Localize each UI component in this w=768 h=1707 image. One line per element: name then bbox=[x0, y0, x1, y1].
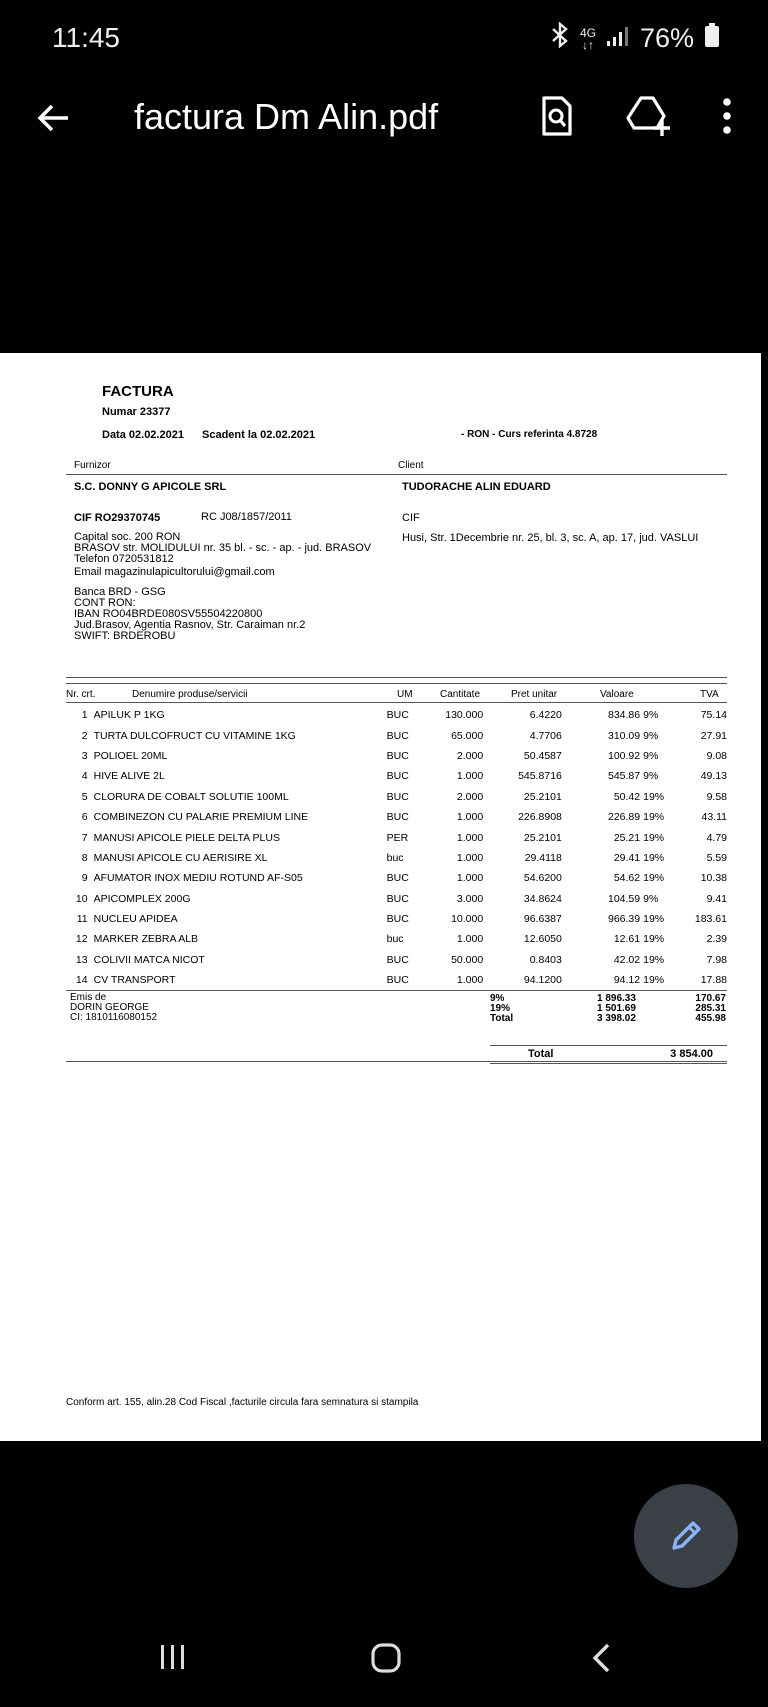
summary-value: 1 501.69 bbox=[597, 1003, 636, 1014]
cell-den: NUCLEU APIDEA bbox=[93, 913, 178, 926]
cell-den: POLIOEL 20ML bbox=[93, 749, 168, 762]
bank-iban: IBAN RO04BRDE080SV55504220800 bbox=[74, 608, 263, 620]
cell-tva: 7.98 bbox=[706, 953, 727, 966]
cell-cant: 1.000 bbox=[456, 770, 484, 783]
cell-cota: 9% bbox=[643, 770, 659, 783]
cell-um: PER bbox=[386, 831, 409, 844]
invoice-date: Data 02.02.2021 bbox=[102, 429, 184, 441]
cell-nr: 8 bbox=[81, 851, 88, 864]
back-nav-icon[interactable] bbox=[590, 1642, 614, 1679]
cell-val: 104.59 bbox=[607, 892, 641, 905]
cell-tva: 5.59 bbox=[706, 851, 727, 864]
issued-by-label: Emis de bbox=[70, 992, 107, 1003]
cell-cant: 130.000 bbox=[445, 709, 484, 722]
table-row bbox=[66, 950, 727, 970]
cell-val: 100.92 bbox=[607, 749, 641, 762]
supplier-address: BRASOV str. MOLIDULUI nr. 35 bl. - sc. - ap. - jud. BRASOV bbox=[74, 542, 372, 554]
invoice-number: Numar 23377 bbox=[102, 406, 171, 418]
table-row bbox=[66, 929, 727, 949]
cell-pret: 94.1200 bbox=[523, 974, 562, 987]
table-row bbox=[66, 725, 727, 745]
cell-um: BUC bbox=[386, 749, 409, 762]
due-date: Scadent la 02.02.2021 bbox=[202, 429, 316, 441]
cell-cota: 19% bbox=[643, 811, 665, 824]
table-row bbox=[66, 787, 727, 807]
cell-nr: 12 bbox=[75, 933, 88, 946]
supplier-name: S.C. DONNY G APICOLE SRL bbox=[74, 481, 227, 493]
cell-den: COMBINEZON CU PALARIE PREMIUM LINE bbox=[93, 811, 309, 824]
cell-val: 226.89 bbox=[607, 811, 641, 824]
divider bbox=[66, 702, 727, 703]
cell-um: BUC bbox=[386, 729, 409, 742]
cell-cant: 1.000 bbox=[456, 974, 484, 987]
col-header-nr: Nr. crt. bbox=[66, 689, 96, 700]
bluetooth-icon bbox=[550, 22, 570, 55]
cell-pret: 545.8716 bbox=[518, 770, 562, 783]
cell-pret: 25.2101 bbox=[523, 790, 562, 803]
cell-cota: 19% bbox=[643, 953, 665, 966]
cell-nr: 2 bbox=[81, 729, 88, 742]
cell-cant: 65.000 bbox=[451, 729, 484, 742]
cell-um: BUC bbox=[386, 770, 409, 783]
issuer-id: CI: 1810116080152 bbox=[70, 1012, 158, 1023]
cell-val: 29.41 bbox=[613, 851, 641, 864]
divider bbox=[66, 1061, 727, 1062]
cell-cota: 9% bbox=[643, 709, 659, 722]
table-row bbox=[66, 705, 727, 725]
cell-den: MARKER ZEBRA ALB bbox=[93, 933, 199, 946]
signal-icon bbox=[606, 23, 630, 54]
divider bbox=[490, 1063, 727, 1064]
cell-den: MANUSI APICOLE PIELE DELTA PLUS bbox=[93, 831, 280, 844]
bank-details bbox=[74, 587, 305, 642]
summary-label: Total bbox=[490, 1013, 514, 1024]
battery-percent: 76% bbox=[639, 23, 694, 53]
issuer-block bbox=[70, 993, 157, 1023]
cell-nr: 3 bbox=[81, 749, 88, 762]
cell-cant: 1.000 bbox=[456, 851, 484, 864]
home-icon[interactable] bbox=[370, 1642, 402, 1679]
cell-um: BUC bbox=[386, 892, 409, 905]
cell-cota: 19% bbox=[643, 831, 665, 844]
pdf-page bbox=[0, 353, 761, 1441]
bank-branch: Jud.Brasov, Agentia Rasnov, Str. Caraiman nr.2 bbox=[74, 619, 306, 631]
cell-um: BUC bbox=[386, 953, 409, 966]
summary-tva-value: 285.31 bbox=[695, 1003, 726, 1014]
col-header-pret: Pret unitar bbox=[511, 689, 558, 700]
cell-tva: 10.38 bbox=[700, 872, 727, 885]
network-type: 4G ↓↑ bbox=[579, 25, 596, 52]
cell-um: buc bbox=[386, 851, 404, 864]
recent-apps-icon[interactable] bbox=[158, 1642, 188, 1677]
cell-pret: 29.4118 bbox=[524, 851, 562, 864]
col-header-valoare: Valoare bbox=[600, 689, 634, 700]
issuer-name: DORIN GEORGE bbox=[70, 1002, 149, 1013]
document-title: factura Dm Alin.pdf bbox=[134, 96, 439, 137]
client-cif: CIF bbox=[402, 512, 420, 524]
cell-cota: 19% bbox=[643, 913, 665, 926]
summary-labels bbox=[490, 994, 513, 1024]
legal-footer: Conform art. 155, alin.28 Cod Fiscal ,facturile circula fara semnatura si stampila bbox=[66, 1397, 419, 1408]
cell-tva: 4.79 bbox=[706, 831, 727, 844]
client-label: Client bbox=[398, 460, 424, 471]
cell-nr: 13 bbox=[75, 953, 88, 966]
cell-pret: 226.8908 bbox=[518, 811, 562, 824]
cell-den: CV TRANSPORT bbox=[93, 974, 176, 987]
cell-um: BUC bbox=[386, 790, 409, 803]
cell-den: COLIVII MATCA NICOT bbox=[93, 953, 205, 966]
cell-um: BUC bbox=[386, 872, 409, 885]
divider bbox=[66, 683, 727, 684]
cell-tva: 9.41 bbox=[706, 892, 727, 905]
cell-nr: 11 bbox=[76, 913, 88, 926]
table-row bbox=[66, 909, 727, 929]
col-header-tva: TVA bbox=[700, 689, 719, 700]
summary-value: 3 398.02 bbox=[597, 1013, 636, 1024]
battery-icon bbox=[704, 22, 720, 55]
summary-tva-value: 170.67 bbox=[695, 993, 726, 1004]
cell-den: CLORURA DE COBALT SOLUTIE 100ML bbox=[93, 790, 289, 803]
table-row bbox=[66, 827, 727, 847]
more-options-icon[interactable] bbox=[718, 94, 736, 143]
bank-name: Banca BRD - GSG bbox=[74, 586, 166, 598]
cell-val: 310.09 bbox=[607, 729, 641, 742]
cell-pret: 34.8624 bbox=[523, 892, 562, 905]
bank-account: CONT RON: bbox=[74, 597, 136, 609]
supplier-label: Furnizor bbox=[74, 460, 111, 471]
cell-cant: 3.000 bbox=[456, 892, 484, 905]
cell-cant: 1.000 bbox=[456, 831, 484, 844]
col-header-cantitate: Cantitate bbox=[440, 689, 481, 700]
cell-um: BUC bbox=[386, 974, 409, 987]
cell-den: APICOMPLEX 200G bbox=[93, 892, 191, 905]
grand-total-label: Total bbox=[528, 1048, 554, 1060]
cell-val: 834.86 bbox=[607, 709, 641, 722]
cell-tva: 49.13 bbox=[700, 770, 727, 783]
bank-swift: SWIFT: BRDEROBU bbox=[74, 630, 176, 642]
add-to-drive-icon[interactable] bbox=[626, 94, 672, 143]
cell-tva: 183.61 bbox=[694, 913, 727, 926]
cell-den: HIVE ALIVE 2L bbox=[93, 770, 165, 783]
summary-tva bbox=[695, 994, 726, 1024]
invoice-title: FACTURA bbox=[102, 383, 174, 400]
table-row bbox=[66, 766, 727, 786]
cell-cota: 19% bbox=[643, 933, 665, 946]
cell-val: 545.87 bbox=[607, 770, 641, 783]
cell-val: 12.61 bbox=[613, 933, 641, 946]
edit-button[interactable] bbox=[634, 1484, 738, 1588]
cell-cant: 2.000 bbox=[456, 749, 484, 762]
cell-tva: 75.14 bbox=[700, 709, 727, 722]
cell-cant: 2.000 bbox=[456, 790, 484, 803]
cell-cant: 1.000 bbox=[456, 872, 484, 885]
cell-cota: 19% bbox=[643, 790, 665, 803]
cell-nr: 14 bbox=[75, 974, 88, 987]
divider bbox=[66, 990, 727, 991]
cell-pret: 4.7706 bbox=[529, 729, 562, 742]
cell-cant: 1.000 bbox=[456, 933, 484, 946]
exchange-rate: - RON - Curs referinta 4.8728 bbox=[461, 429, 598, 440]
summary-label: 19% bbox=[490, 1003, 511, 1014]
status-bar bbox=[0, 0, 768, 80]
divider bbox=[490, 1045, 727, 1046]
status-icons bbox=[550, 22, 720, 55]
col-header-denumire: Denumire produse/servicii bbox=[132, 689, 248, 700]
cell-cota: 9% bbox=[643, 892, 659, 905]
cell-cant: 1.000 bbox=[456, 811, 484, 824]
cell-tva: 17.88 bbox=[700, 974, 727, 987]
cell-nr: 5 bbox=[81, 790, 88, 803]
cell-tva: 2.39 bbox=[706, 933, 727, 946]
client-address: Husi, Str. 1Decembrie nr. 25, bl. 3, sc. A, ap. 17, jud. VASLUI bbox=[402, 532, 699, 544]
cell-den: TURTA DULCOFRUCT CU VITAMINE 1KG bbox=[93, 729, 296, 742]
cell-um: buc bbox=[386, 933, 404, 946]
divider bbox=[66, 474, 727, 475]
supplier-cif: CIF RO29370745 bbox=[74, 512, 161, 524]
app-bar bbox=[0, 84, 768, 154]
cell-pret: 96.6387 bbox=[523, 913, 562, 926]
cell-tva: 9.08 bbox=[706, 749, 727, 762]
supplier-email: Email magazinulapicultorului@gmail.com bbox=[74, 566, 275, 578]
supplier-phone: Telefon 0720531812 bbox=[74, 553, 174, 565]
cell-val: 94.12 bbox=[613, 974, 641, 987]
cell-um: BUC bbox=[386, 709, 409, 722]
table-row bbox=[66, 868, 727, 888]
cell-den: AFUMATOR INOX MEDIU ROTUND AF-S05 bbox=[93, 872, 303, 885]
system-nav-bar bbox=[0, 1630, 768, 1700]
cell-cota: 9% bbox=[643, 749, 659, 762]
cell-um: BUC bbox=[386, 811, 409, 824]
cell-nr: 6 bbox=[81, 811, 88, 824]
back-arrow-icon[interactable] bbox=[34, 98, 74, 143]
supplier-capital: Capital soc. 200 RON bbox=[74, 531, 181, 543]
cell-tva: 9.58 bbox=[706, 790, 727, 803]
cell-tva: 27.91 bbox=[700, 729, 727, 742]
search-document-icon[interactable] bbox=[540, 94, 574, 143]
cell-um: BUC bbox=[386, 913, 409, 926]
items-table bbox=[66, 705, 727, 990]
summary-value: 1 896.33 bbox=[597, 993, 636, 1004]
cell-den: MANUSI APICOLE CU AERISIRE XL bbox=[93, 851, 268, 864]
cell-val: 42.02 bbox=[613, 953, 641, 966]
table-row bbox=[66, 970, 727, 990]
cell-pret: 25.2101 bbox=[523, 831, 562, 844]
table-row bbox=[66, 807, 727, 827]
summary-values bbox=[597, 994, 636, 1024]
cell-cant: 10.000 bbox=[451, 913, 484, 926]
cell-pret: 0.8403 bbox=[529, 953, 562, 966]
table-row bbox=[66, 889, 727, 909]
cell-nr: 1 bbox=[81, 709, 88, 722]
cell-tva: 43.11 bbox=[701, 811, 727, 824]
grand-total-value: 3 854.00 bbox=[670, 1048, 713, 1060]
cell-pret: 50.4587 bbox=[523, 749, 562, 762]
cell-val: 25.21 bbox=[613, 831, 641, 844]
client-name: TUDORACHE ALIN EDUARD bbox=[402, 481, 551, 493]
cell-cota: 19% bbox=[643, 974, 665, 987]
status-time: 11:45 bbox=[52, 22, 120, 53]
cell-pret: 6.4220 bbox=[529, 709, 562, 722]
cell-val: 54.62 bbox=[613, 872, 641, 885]
cell-cota: 19% bbox=[643, 872, 665, 885]
divider bbox=[66, 677, 727, 678]
cell-nr: 10 bbox=[75, 892, 88, 905]
table-row bbox=[66, 848, 727, 868]
cell-nr: 7 bbox=[81, 831, 88, 844]
cell-cota: 9% bbox=[643, 729, 659, 742]
cell-val: 966.39 bbox=[607, 913, 641, 926]
cell-pret: 54.6200 bbox=[523, 872, 562, 885]
cell-den: APILUK P 1KG bbox=[93, 709, 165, 722]
cell-nr: 9 bbox=[81, 872, 88, 885]
cell-val: 50.42 bbox=[613, 790, 641, 803]
supplier-rc: RC J08/1857/2011 bbox=[201, 511, 292, 523]
supplier-details bbox=[74, 532, 371, 578]
summary-tva-value: 455.98 bbox=[695, 1013, 726, 1024]
cell-cant: 50.000 bbox=[451, 953, 484, 966]
cell-pret: 12.6050 bbox=[523, 933, 562, 946]
cell-nr: 4 bbox=[81, 770, 88, 783]
col-header-um: UM bbox=[397, 689, 413, 700]
summary-label: 9% bbox=[490, 993, 505, 1004]
table-row bbox=[66, 746, 727, 766]
cell-cota: 19% bbox=[643, 851, 665, 864]
